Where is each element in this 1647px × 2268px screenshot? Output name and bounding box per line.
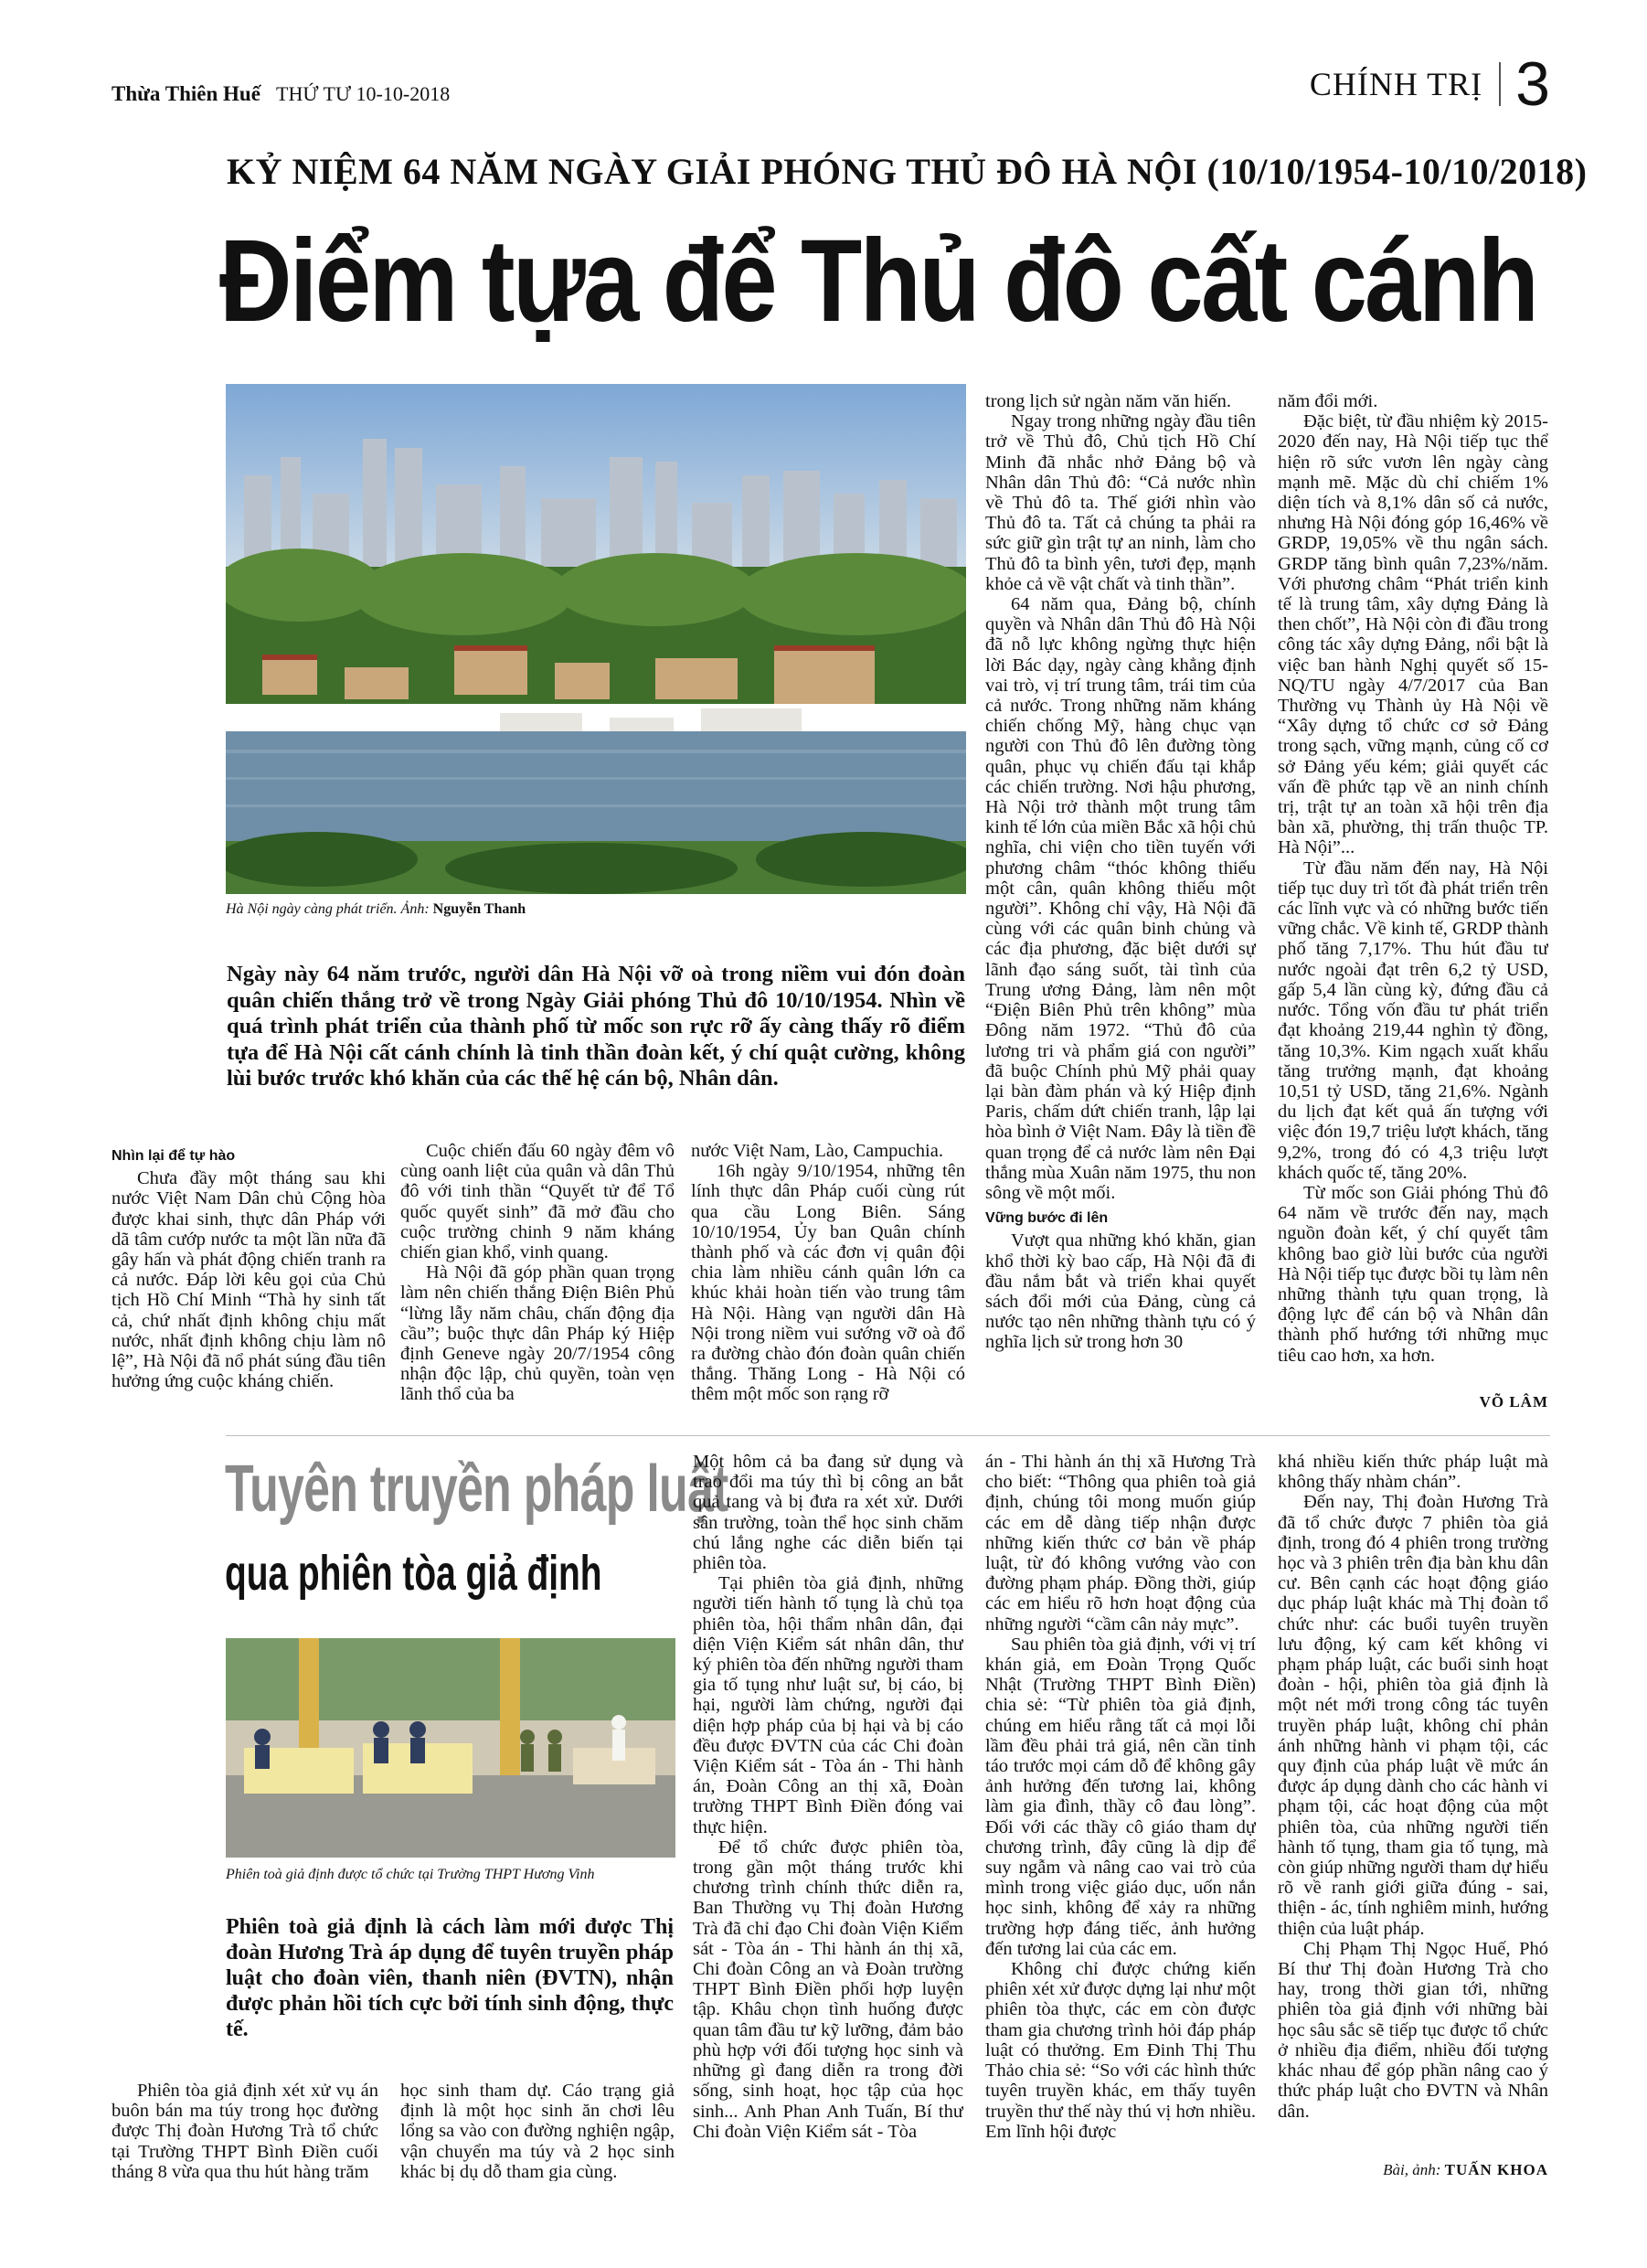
paragraph: nước Việt Nam, Lào, Campuchia. [691,1141,943,1161]
paragraph: Cuộc chiến đấu 60 ngày đêm vô cùng oanh liệt của quân và dân Thủ đô với tinh thần “Quyết tử để Tổ quốc quyết sinh” đã mở đầu cho cuộc trường chinh 9 năm kháng chiến gian khổ, vinh quang. [400,1141,675,1263]
paper-name: Thừa Thiên Huế [112,82,260,105]
article2-byline [1278,2161,1548,2179]
paragraph: Chị Phạm Thị Ngọc Huế, Phó Bí thư Thị đoàn Hương Trà cho hay, trong thời gian tới, những phiên tòa giả định với những bài học sâu sắc sẽ tiếp tục được tổ chức ở nhiều địa điểm, nhiều đối tượng khác nhau để góp phần nâng cao ý thức pháp luật cho ĐVTN và Nhân dân. [1278,1938,1548,2122]
article-kicker: KỶ NIỆM 64 NĂM NGÀY GIẢI PHÓNG THỦ ĐÔ HÀ NỘI (10/10/1954-10/10/2018) [227,151,1588,192]
hanoi-skyline-illustration [226,384,966,894]
byline-prefix: Bài, ảnh: [1383,2161,1445,2178]
paragraph: Một hôm cả ba đang sử dụng và trao đổi ma túy thì bị công an bắt quả tang và bị đưa ra xét xử. Dưới sân trường, toàn thể học sinh chăm chú lắng nghe các diễn biến tại phiên tòa. [693,1452,963,1574]
article1-column-5 [1278,391,1548,1388]
subheading-vung-buoc: Vững bước đi lên [985,1210,1109,1227]
article2-column-c [693,1452,963,2183]
article1-byline: VÕ LÂM [1479,1393,1548,1411]
paragraph: học sinh tham dự. Cáo trạng giả định là một học sinh ăn chơi lêu lổng sa vào con đường nghiện ngập, vận chuyển ma túy và 2 học sinh khác bị dụ dỗ tham gia cùng. [400,2081,675,2181]
article-divider [226,1435,1550,1436]
article1-column-4 [985,391,1256,1426]
article1-column-2 [400,1141,675,1424]
section-name: CHÍNH TRỊ [1310,62,1501,106]
paragraph: Không chỉ được chứng kiến phiên xét xử được dựng lại như một phiên tòa thực, các em còn được tham gia chương trình hỏi đáp pháp luật có thưởng. Em Đinh Thị Thu Thảo chia sẻ: “So với các hình thức tuyên truyền khác, em thấy tuyên truyền thư thế này thú vị hơn nhiều. Em lĩnh hội được [985,1959,1256,2142]
article2-lede: Phiên toà giả định là cách làm mới được Thị đoàn Hương Trà áp dụng để tuyên truyền pháp luật cho đoàn viên, thanh niên (ĐVTN), nhận được phản hồi tích cực bởi tính sinh động, thực tế. [226,1915,674,2041]
article1-column-1 [112,1141,386,1424]
page-number: 3 [1515,49,1550,119]
paragraph: Ngay trong những ngày đầu tiên trở về Thủ đô, Chủ tịch Hồ Chí Minh đã nhắc nhở Đảng bộ và Nhân dân Thủ đô: “Cả nước nhìn về Thủ đô ta. Thế giới nhìn vào Thủ đô ta. Tất cả chúng ta phải ra sức giữ gìn trật tự an ninh, làm cho Thủ đô ta bình yên, tươi đẹp, mạnh khỏe cả về vật chất và tinh thần”. [985,411,1256,594]
issue-date: THỨ TƯ 10-10-2018 [276,82,451,105]
hanoi-skyline-photo [226,384,966,894]
paragraph: Phiên tòa giả định xét xử vụ án buôn bán ma túy trong học đường được Thị đoàn Hương Trà tổ chức tại Trường THPT Bình Điền cuối tháng 8 vừa qua thu hút hàng trăm [112,2081,378,2181]
photo-caption-2: Phiên toà giả định được tổ chức tại Trường THPT Hương Vinh [226,1867,595,1882]
paragraph: Từ đầu năm đến nay, Hà Nội tiếp tục duy trì tốt đà phát triển trên các lĩnh vực và có những bước tiến vững chắc. Về kinh tế, GRDP thành phố tăng 7,17%. Thu hút đầu tư nước ngoài đạt trên 6,2 tỷ USD, gấp 5,4 lần cùng kỳ, đứng đầu cả nước. Tổng vốn đầu tư phát triển đạt khoảng 219,44 nghìn tỷ đồng, tăng 10,3%. Kim ngạch xuất khẩu tăng trưởng mạnh, đạt khoảng 10,51 tỷ USD, tăng 21,6%. Ngành du lịch đạt kết quả ấn tượng với việc đón 19,7 triệu lượt khách, tăng 9,2%, trong đó có 4,3 triệu lượt khách quốc tế, tăng 20%. [1278,857,1548,1183]
photo-credit: Nguyễn Thanh [432,901,526,917]
paragraph: 16h ngày 9/10/1954, những tên lính thực dân Pháp cuối cùng rút qua cầu Long Biên. Sáng 10/10/1954, Ủy ban Quân chính thành phố và các đơn vị quân đội chia làm nhiều cánh quân lớn ca khúc khải hoàn tiến vào trung tâm Hà Nội. Hàng vạn người dân Hà Nội trong niềm vui sướng vỡ oà đổ ra đường chào đón đoàn quân chiến thắng. Thăng Long - Hà Nội có thêm một mốc son rạng rỡ [691,1161,965,1405]
article2-column-a [112,2081,378,2181]
paragraph: năm đổi mới. [1278,391,1378,411]
article-lede: Ngày này 64 năm trước, người dân Hà Nội vỡ oà trong niềm vui đón đoàn quân chiến thắng trở về trong Ngày Giải phóng Thủ đô 10/10/1954. Nhìn về quá trình phát triển của thành phố từ mốc son rực rỡ ấy càng thấy rõ điểm tựa để Hà Nội cất cánh chính là tinh thần đoàn kết, ý chí quật cường, không lùi bước trước khó khăn của các thế hệ cán bộ, Nhân dân. [227,962,965,1091]
article2-column-b [400,2081,675,2181]
article1-column-3 [691,1141,965,1424]
paragraph: Đến nay, Thị đoàn Hương Trà đã tổ chức được 7 phiên tòa giả định, trong đó 4 phiên trong trường học và 3 phiên trên địa bàn khu dân cư. Bên cạnh các hoạt động giáo dục pháp luật khác mà Thị đoàn tổ chức như: các buổi tuyên truyền lưu động, ký cam kết không vi phạm pháp luật, các buổi sinh hoạt đoàn - hội, phiên tòa giả định là một nét mới trong công tác tuyên truyền pháp luật, không chỉ phản ánh những hành vi phạm tội, các quy định của pháp luật về mức án được áp dụng dành cho các hành vi phạm tội, các hoạt động của một phiên tòa, của những người tiến hành tố tụng, tham gia tố tụng, mà còn giúp những người tham dự hiểu rõ về ranh giới giữa đúng - sai, thiện - ác, tính nghiêm minh, hướng thiện của luật pháp. [1278,1492,1548,1939]
subheading-nhin-lai: Nhìn lại để tự hào [112,1148,236,1164]
article-headline: Điểm tựa để Thủ đô cất cánh [219,216,1537,346]
mock-trial-illustration [226,1638,675,1858]
paragraph: khá nhiều kiến thức pháp luật mà không thấy nhàm chán”. [1278,1452,1548,1493]
paragraph: Vượt qua những khó khăn, gian khổ thời kỳ bao cấp, Hà Nội đã đi đầu nắm bắt và triển khai quyết sách đổi mới của Đảng, cùng cả nước tạo nên những thành tựu có ý nghĩa lịch sử trong hơn 30 [985,1230,1256,1353]
paragraph: Để tổ chức được phiên tòa, trong gần một tháng trước khi chương trình chính thức diễn ra, Ban Thường vụ Thị đoàn Hương Trà đã chỉ đạo Chi đoàn Viện Kiểm sát - Tòa án - Thi hành án thị xã, Chi đoàn Công an và Đoàn trường THPT Bình Điền phối hợp luyện tập. Khâu chọn tình huống được quan tâm đầu tư kỹ lưỡng, đảm bảo phù hợp với đối tượng học sinh và những gì đang diễn ra trong đời sống, sinh hoạt, học tập của học sinh... Anh Phan Anh Tuấn, Bí thư Chi đoàn Viện Kiểm sát - Tòa [693,1837,963,2142]
paragraph: trong lịch sử ngàn năm văn hiến. [985,391,1232,411]
paragraph: 64 năm qua, Đảng bộ, chính quyền và Nhân dân Thủ đô Hà Nội đã nỗ lực không ngừng thực hiện lời Bác dạy, ngày càng khẳng định vai trò, vị trí trung tâm, trái tim của cả nước. Trong những năm kháng chiến chống Mỹ, hàng chục vạn người con Thủ đô lên đường tòng quân, phục vụ chiến đấu tại khắp các chiến trường. Nơi hậu phương, Hà Nội trở thành một trung tâm kinh tế lớn của miền Bắc xã hội chủ nghĩa, chi viện cho tiền tuyến với phương châm “thóc không thiếu một cân, quân không thiếu một người”. Không chỉ vậy, Hà Nội đã cùng với các quân binh chủng và các địa phương, đặc biệt dưới sự lãnh đạo sáng suốt, tài tình của Trung ương Đảng, làm nên một “Điện Biên Phủ trên không” mùa Đông năm 1972. “Thủ đô của lương tri và phẩm giá con người” đã buộc Chính phủ Mỹ phải quay lại bàn đàm phán và ký Hiệp định Paris, chấm dứt chiến tranh, lập lại hòa bình ở Việt Nam. Đây là tiền đề quan trọng để cả nước làm nên Đại thắng mùa Xuân năm 1975, thu non sông về một mối. [985,594,1256,1203]
paragraph: Đặc biệt, từ đầu nhiệm kỳ 2015-2020 đến nay, Hà Nội tiếp tục thể hiện rõ sức vươn lên ngày càng mạnh mẽ. Mặc dù chỉ chiếm 1% diện tích và 8,1% dân số cả nước, nhưng Hà Nội đóng góp 16,46% về GRDP, 19,05% về thu ngân sách. GRDP tăng bình quân 7,23%/năm. Với phương châm “Phát triển kinh tế là trung tâm, xây dựng Đảng là then chốt”, Hà Nội còn đi đầu trong công tác xây dựng Đảng, nổi bật là việc ban hành Nghị quyết số 15-NQ/TU ngày 4/7/2017 của Ban Thường vụ Thành ủy Hà Nội về “Xây dựng tổ chức cơ sở Đảng trong sạch, vững mạnh, củng cố cơ sở Đảng yếu kém; giải quyết các vấn đề phức tạp về an ninh chính trị, trật tự an toàn xã hội trên địa bàn xã, phường, thị trấn thuộc TP. Hà Nội”... [1278,411,1548,858]
photo-caption-1 [226,901,966,918]
paragraph: Từ mốc son Giải phóng Thủ đô 64 năm về trước đến nay, mạch nguồn đoàn kết, ý chí quyết tâm không bao giờ lùi bước của người Hà Nội tiếp tục được bồi tụ làm nên những thành tựu quan trọng, là động lực để cán bộ và Nhân dân thành phố hướng tới những mục tiêu cao hơn, xa hơn. [1278,1182,1548,1366]
paragraph: Tại phiên tòa giả định, những người tiến hành tố tụng là chủ tọa phiên tòa, hội thẩm nhân dân, đại diện Viện Kiểm sát nhân dân, thư ký phiên tòa đến những người tham gia tố tụng như luật sư, bị cáo, bị hại, người làm chứng, người đại diện hợp pháp của bị hại và bị cáo đều được ĐVTN của các Chi đoàn Viện Kiểm sát - Tòa án - Thi hành án, Đoàn Công an thị xã, Đoàn trường THPT Bình Điền đóng vai thực hiện. [693,1573,963,1837]
article2-column-d [985,1452,1256,2183]
paragraph: Chưa đầy một tháng sau khi nước Việt Nam Dân chủ Cộng hòa được khai sinh, thực dân Pháp với dã tâm cướp nước ta một lần nữa đã gây hấn và phát động chiến tranh ra cả nước. Đáp lời kêu gọi của Chủ tịch Hồ Chí Minh “Thà hy sinh tất cả, chứ nhất định không chịu mất nước, nhất định không chịu làm nô lệ”, Hà Nội đã nổ phát súng đầu tiên hưởng ứng cuộc kháng chiến. [112,1168,386,1392]
page-header-left [112,82,450,106]
article2-column-e [1278,1452,1548,2157]
article2-subtitle: qua phiên tòa giả định [225,1546,602,1601]
page-header-right [1309,49,1550,119]
mock-trial-photo [226,1638,675,1858]
caption-text: Hà Nội ngày càng phát triển. Ảnh: [226,901,433,917]
byline-name: TUẤN KHOA [1444,2161,1548,2178]
article2-title: Tuyên truyền pháp luật [225,1453,728,1526]
paragraph: Hà Nội đã góp phần quan trọng làm nên chiến thắng Điện Biên Phủ “lừng lẫy năm châu, chấn động địa cầu”; buộc thực dân Pháp ký Hiệp định Geneve ngày 20/7/1954 công nhận độc lập, chủ quyền, toàn vẹn lãnh thổ của ba [400,1262,675,1405]
paragraph: án - Thi hành án thị xã Hương Trà cho biết: “Thông qua phiên toà giả định, chúng tôi mong muốn giúp các em dễ dàng tiếp nhận được những kiến thức cơ bản về pháp luật, từ đó không vướng vào con đường phạm pháp. Đồng thời, giúp các em hiểu rõ hơn hoạt động của những người “cầm cân nảy mực”. [985,1452,1256,1634]
paragraph: Sau phiên tòa giả định, với vị trí khán giả, em Đoàn Trọng Quốc Nhật (Trường THPT Bình Điền) chia sẻ: “Từ phiên tòa giả định, chúng em hiểu rằng tất cả mọi lỗi lầm đều phải trả giá, nên cần tỉnh táo trước mọi cám dỗ để không gây ảnh hưởng đến tương lai, không làm gia đình, thầy cô đau lòng”. Đối với các thầy cô giáo tham dự chương trình, đây cũng là dịp để suy ngẫm và nâng cao vai trò của mình trong việc giáo dục, uốn nắn học sinh, không để xảy ra những trường hợp đáng tiếc, ảnh hưởng đến tương lai của các em. [985,1634,1256,1959]
